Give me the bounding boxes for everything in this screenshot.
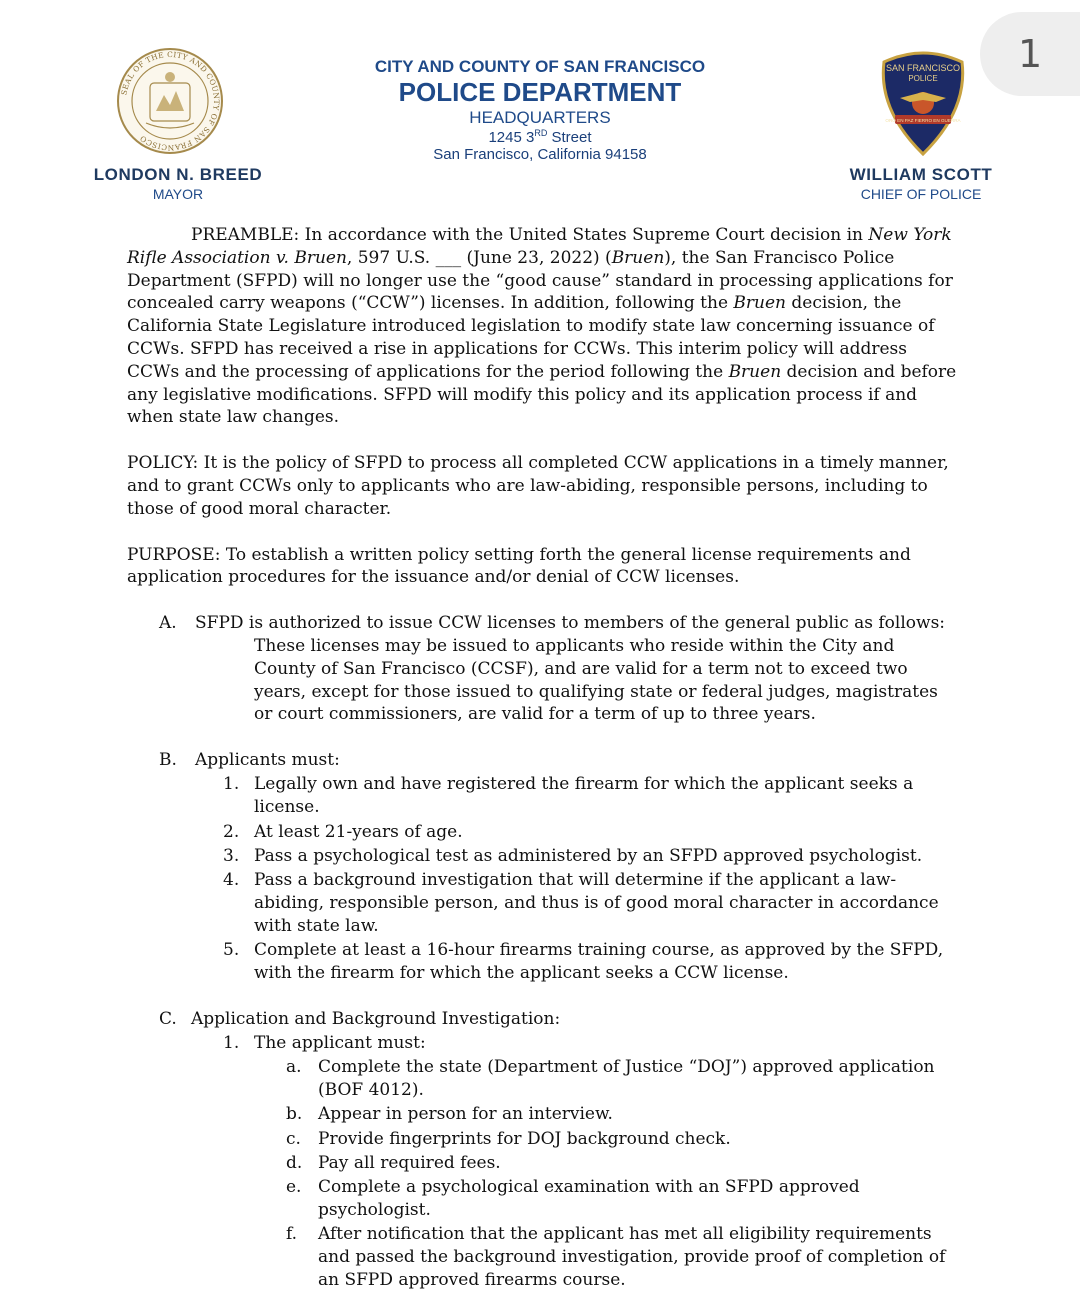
list-item-text: Pass a background investigation that will determine if the applicant a law-abiding, responsible person, and thus is of good moral character in accordance with state law. [254,870,939,936]
list-item-number: 1. [223,774,240,795]
preamble-bruen-3: Bruen [728,361,782,382]
section-a-label: A. [159,613,177,634]
sub-list-item [127,1223,957,1291]
list-item-text: Pass a psychological test as administered by an SFPD approved psychologist. [254,845,923,866]
police-badge-icon [876,48,970,158]
sub-list-item-letter: d. [286,1152,303,1173]
preamble-case-name: New York Rifle Association v. Bruen [127,225,952,268]
sub-list-item-text: Appear in person for an interview. [318,1104,613,1125]
list-item [127,1032,957,1055]
preamble-paragraph [127,224,957,429]
section-b-label: B. [159,750,177,771]
address-street: Street [547,129,592,146]
page-number-badge [980,12,1080,96]
policy-paragraph: POLICY: It is the policy of SFPD to process all completed CCW applications in a timely manner, and to grant CCWs only to applicants who are law-abiding, responsible persons, including to those of good moral character. [127,453,949,519]
preamble-bruen-2: Bruen [733,293,786,314]
list-item-number: 1. [223,1032,240,1053]
sub-list-item-text: Complete a psychological examination with an SFPD approved psychologist. [318,1177,860,1220]
preamble-label: PREAMBLE: [191,225,300,245]
chief-name: WILLIAM SCOTT [849,165,993,184]
list-item-number: 2. [223,821,240,842]
chief-signatory [836,165,1006,202]
list-item [127,869,957,937]
header-address [340,128,740,146]
badge-sub-text: POLICE [908,74,938,83]
list-item-text: Legally own and have registered the firearm for which the applicant seeks a license. [254,774,914,818]
sub-list-item [127,1128,957,1151]
sub-list-item-letter: a. [286,1057,302,1078]
section-c [127,1008,957,1031]
sub-list-item-letter: b. [286,1104,303,1125]
list-item [127,821,957,844]
section-a [127,612,957,635]
preamble-bruen-1: Bruen [611,247,665,268]
list-item-text: Complete at least a 16-hour firearms training course, as approved by the SFPD, with the firearm for which the applicant seeks a CCW license. [254,940,944,983]
list-item [127,845,957,868]
address-number: 1245 3 [488,129,535,146]
header-department: POLICE DEPARTMENT [398,77,682,107]
preamble-text-4: decision, the California State Legislature introduced legislation to modify state law concerning issuance of CCWs. SFPD has received a rise in applications for CCWs. This interim policy will address CCWs and the processing of applications for the period following the [127,293,935,382]
sub-list-item-letter: e. [286,1177,302,1198]
list-item-number: 5. [223,940,240,961]
page-number: 1 [1018,32,1043,76]
mayor-name: LONDON N. BREED [93,165,263,184]
section-b [127,749,957,772]
list-item-number: 3. [223,845,240,866]
sub-list-item-text: Pay all required fees. [318,1152,501,1173]
purpose-paragraph: PURPOSE: To establish a written policy setting forth the general license requirements and application procedures for the issuance and/or denial of CCW licenses. [127,544,911,588]
section-c-label: C. [159,1008,177,1029]
address-superscript: RD [534,128,548,138]
header-city: CITY AND COUNTY OF SAN FRANCISCO [374,57,706,76]
preamble-text-5: decision and before any legislative modifications. SFPD will modify this policy and its application process if and when state law changes. [127,361,957,428]
badge-banner-text: ORO EN PAZ FIERRO EN GUERRA [885,118,961,123]
mayor-title: MAYOR [152,186,204,202]
sub-list-item [127,1152,957,1175]
list-item [127,773,957,819]
document-body [127,224,957,1292]
preamble-text-3: ), the San Francisco Police Department (SFPD) will no longer use the “good cause” standard in processing applications for concealed carry weapons (“CCW”) licenses. In addition, following the [127,247,953,314]
section-c-heading: Application and Background Investigation: [191,1008,561,1029]
sub-list-item [127,1056,957,1102]
list-item [127,939,957,985]
chief-title: CHIEF OF POLICE [860,186,982,202]
sub-list-item-text: Provide fingerprints for DOJ background check. [318,1128,731,1149]
sub-list-item-text: After notification that the applicant has met all eligibility requirements and passed the background investigation, provide proof of completion of an SFPD approved firearms course. [318,1224,946,1290]
city-seal-icon [116,47,224,155]
sub-list-item-letter: f. [286,1224,298,1245]
mayor-signatory [78,165,278,202]
preamble-text-1: In accordance with the United States Supreme Court decision in [299,225,869,245]
seal-text: SEAL OF THE CITY AND COUNTY OF SAN FRANCISCO [119,49,222,153]
sub-list-item-text: Complete the state (Department of Justice “DOJ”) approved application (BOF 4012). [318,1057,935,1100]
list-item-number: 4. [223,870,240,891]
section-a-body: These licenses may be issued to applicants who reside within the City and County of San Francisco (CCSF), and are valid for a term not to exceed two years, except for those issued to qualifying state or federal judges, magistrates or court commissioners, are valid for a term of up to three years. [254,635,938,725]
sub-list-item-letter: c. [286,1128,301,1149]
preamble-text-2: , 597 U.S. ___ (June 23, 2022) ( [346,247,612,268]
header-headquarters: HEADQUARTERS [469,108,611,127]
section-b-heading: Applicants must: [195,750,340,771]
header-city-state: San Francisco, California 94158 [433,146,647,163]
sub-list-item [127,1103,957,1126]
list-item-text: At least 21-years of age. [254,821,463,842]
list-item-text: The applicant must: [254,1032,426,1053]
badge-top-text: SAN FRANCISCO [885,63,961,73]
sub-list-item [127,1176,957,1222]
section-a-heading: SFPD is authorized to issue CCW licenses to members of the general public as follows: [195,613,946,634]
